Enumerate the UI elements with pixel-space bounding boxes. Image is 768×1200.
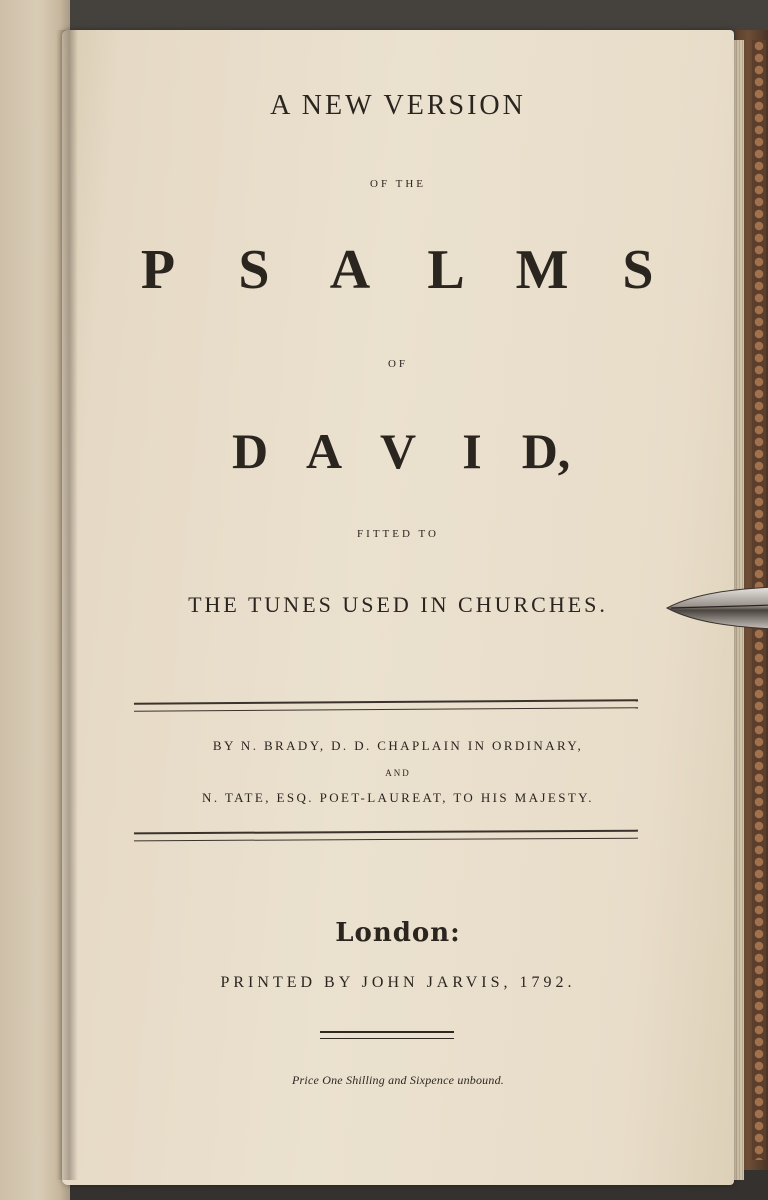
psalms-letter: P: [140, 239, 176, 301]
psalms-letter: M: [515, 239, 569, 301]
david-letter: A: [305, 423, 343, 479]
title-line-new-version: A NEW VERSION: [270, 90, 526, 121]
psalms-letter: A: [329, 239, 371, 301]
psalms-letter: S: [238, 239, 270, 301]
title-line-of-the: OF THE: [370, 178, 426, 190]
david-letter: D: [231, 423, 269, 479]
david-letter: V: [379, 423, 417, 479]
title-line-tunes: THE TUNES USED IN CHURCHES.: [188, 592, 608, 617]
title-line-of: OF: [387, 358, 409, 370]
title-psalms: [62, 238, 734, 302]
authors-and: AND: [385, 768, 411, 778]
title-david: [62, 422, 734, 480]
david-letter: D,: [521, 423, 571, 479]
title-line-fitted-to: FITTED TO: [357, 528, 439, 540]
david-letter: I: [462, 423, 482, 479]
imprint-printer: PRINTED BY JOHN JARVIS, 1792.: [220, 974, 576, 991]
psalms-letter: S: [622, 239, 654, 301]
imprint-place: London:: [335, 918, 461, 948]
psalms-letter: L: [427, 239, 465, 301]
short-double-rule: [320, 1031, 454, 1039]
authors-tate: N. TATE, ESQ. POET-LAUREAT, TO HIS MAJESTY.: [202, 790, 594, 805]
price-note: Price One Shilling and Sixpence unbound.: [292, 1073, 504, 1087]
authors-brady: BY N. BRADY, D. D. CHAPLAIN IN ORDINARY,: [212, 738, 584, 753]
metal-bookmark-clip: [665, 583, 768, 633]
